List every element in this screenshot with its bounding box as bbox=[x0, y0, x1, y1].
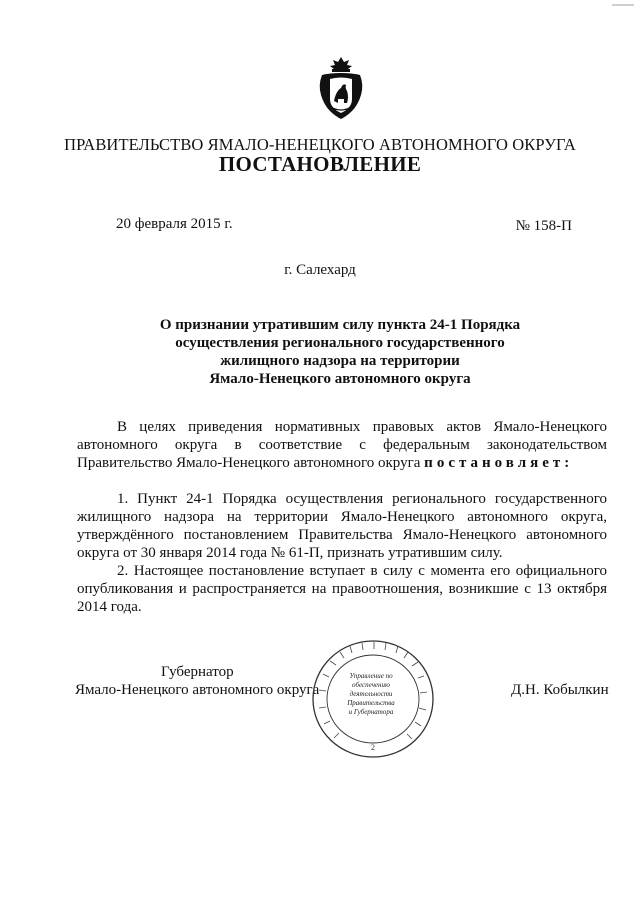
document-type-title: ПОСТАНОВЛЕНИЕ bbox=[218, 152, 422, 176]
stamp-inner-text bbox=[330, 672, 412, 717]
stamp-line: Управление по bbox=[349, 672, 393, 680]
item-2-paragraph: 2. Настоящее постановление вступает в силу с момента его официального опубликования и распространяется на правоотношения, возникшие с 13 октября 2014 года. bbox=[77, 563, 607, 615]
resolution-verb: постановляет: bbox=[424, 455, 574, 471]
subject-line: осуществления регионального государственного bbox=[175, 335, 505, 351]
subject-line: О признании утратившим силу пункта 24-1 Порядка bbox=[159, 317, 521, 333]
item-1-paragraph: 1. Пункт 24-1 Порядка осуществления регионального государственного жилищного надзора на территории Ямало-Ненецкого автономного округа, утверждённого постановлением Правительства Ямало-Ненецкого автономного округа от 30 января 2014 года № 61-П, признать утратившим силу. bbox=[77, 491, 607, 561]
svg-text:2: 2 bbox=[371, 743, 375, 752]
document-subject bbox=[140, 316, 540, 388]
signatory-name: Д.Н. Кобылкин bbox=[511, 682, 609, 698]
document-city: г. Салехард bbox=[284, 262, 356, 278]
stamp-line: деятельности bbox=[349, 690, 393, 698]
stamp-line: Правительства bbox=[347, 699, 395, 707]
intro-text: В целях приведения нормативных правовых актов Ямало-Ненецкого автономного округа в соответствие с федеральным законодательством Правительство Ямало-Ненецкого автономного округа bbox=[77, 419, 607, 471]
scan-mark bbox=[612, 4, 634, 6]
document-number: № 158-П bbox=[515, 218, 572, 234]
government-name: ПРАВИТЕЛЬСТВО ЯМАЛО-НЕНЕЦКОГО АВТОНОМНОГО ОКРУГА bbox=[64, 135, 576, 154]
subject-line: Ямало-Ненецкого автономного округа bbox=[209, 371, 471, 387]
signatory-title: Губернатор bbox=[161, 664, 234, 680]
stamp-line: обеспечению bbox=[352, 681, 390, 689]
subject-line: жилищного надзора на территории bbox=[220, 353, 460, 369]
stamp-line: и Губернатора bbox=[348, 708, 394, 716]
coat-of-arms-emblem bbox=[316, 55, 366, 121]
document-date: 20 февраля 2015 г. bbox=[116, 216, 233, 232]
intro-paragraph bbox=[77, 418, 607, 472]
signatory-organization: Ямало-Ненецкого автономного округа bbox=[75, 682, 320, 698]
